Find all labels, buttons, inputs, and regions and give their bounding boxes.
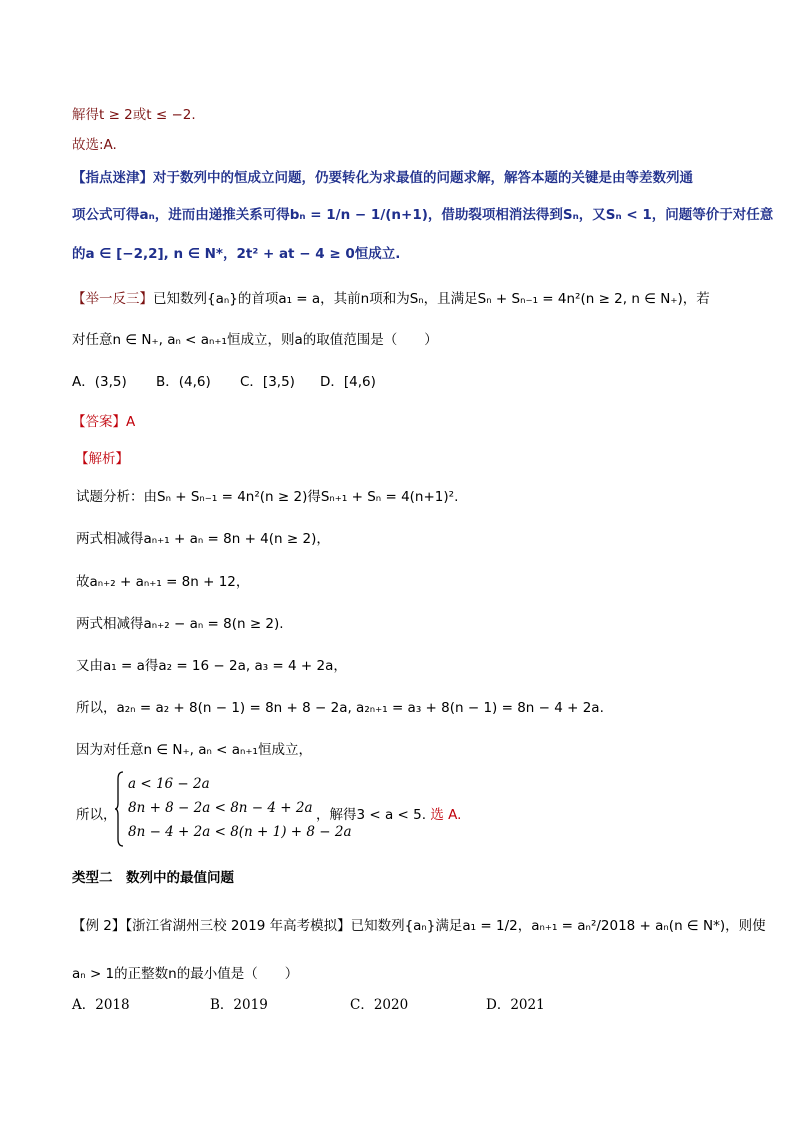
tip-paragraph-line-3: 的a ∈ [−2,2], n ∈ N*，2t² + at − 4 ≥ 0恒成立. (72, 246, 401, 262)
example2-options (72, 993, 545, 1013)
tip-paragraph-line-2: 项公式可得aₙ，进而由递推关系可得bₙ = 1/n − 1/(n+1)，借助裂项相消法得到Sₙ，又Sₙ < 1，问题等价于对任意 (72, 207, 774, 223)
system-pick: 选 A. (430, 807, 462, 823)
tip-paragraph-line-1 (72, 166, 693, 186)
option-a: A．(3,5) (72, 374, 127, 390)
system-result: ，解得3 < a < 5. (316, 807, 427, 823)
ex2-option-a: A．2018 (72, 997, 130, 1013)
system-inequality-3: 8n − 4 + 2a < 8(n + 1) + 8 − 2a (128, 824, 352, 840)
answer-tag: 【答案】 (72, 414, 126, 430)
example2-line-2: aₙ > 1的正整数n的最小值是（ ） (72, 966, 299, 982)
ex2-option-b: B．2019 (210, 997, 268, 1013)
ex2-option-d: D．2021 (486, 997, 545, 1013)
analysis-step-4: 两式相减得aₙ₊₂ − aₙ = 8(n ≥ 2). (76, 616, 284, 632)
left-brace-icon (114, 771, 124, 847)
ex2-option-c: C．2020 (350, 997, 409, 1013)
answer-value: A (126, 414, 136, 430)
solution-result-line: 解得t ≥ 2或t ≤ −2. (72, 107, 196, 123)
example-line-2: 对任意n ∈ N₊, aₙ < aₙ₊₁恒成立，则a的取值范围是（ ） (72, 332, 438, 348)
option-b: B．(4,6) (156, 374, 211, 390)
section-heading: 类型二 数列中的最值问题 (72, 870, 234, 886)
system-result-line (316, 803, 461, 823)
example-options (72, 370, 376, 390)
option-c: C．[3,5) (240, 374, 295, 390)
system-prefix: 所以， (76, 807, 117, 823)
analysis-step-6: 所以，a₂ₙ = a₂ + 8(n − 1) = 8n + 8 − 2a, a₂ₙ₊₁ = a₃ + 8(n − 1) = 8n − 4 + 2a. (76, 700, 604, 716)
tip-tag: 【指点迷津】 (72, 170, 153, 186)
example-text-1: 已知数列{aₙ}的首项a₁ = a，其前n项和为Sₙ，且满足Sₙ + Sₙ₋₁ = 4n²(n ≥ 2, n ∈ N₊)，若 (153, 291, 710, 307)
example-line-1 (72, 287, 710, 307)
analysis-step-3: 故aₙ₊₂ + aₙ₊₁ = 8n + 12， (76, 574, 250, 590)
option-d: D．[4,6) (320, 374, 376, 390)
tip-text-1: 对于数列中的恒成立问题，仍要转化为求最值的问题求解，解答本题的关键是由等差数列通 (153, 170, 693, 186)
answer-choice-line: 故选:A. (72, 137, 117, 153)
example-tag: 【举一反三】 (72, 291, 153, 307)
system-inequality-2: 8n + 8 − 2a < 8n − 4 + 2a (128, 800, 313, 816)
analysis-step-1: 试题分析：由Sₙ + Sₙ₋₁ = 4n²(n ≥ 2)得Sₙ₊₁ + Sₙ = 4(n+1)². (76, 489, 459, 505)
answer-line (72, 410, 135, 430)
analysis-tag: 【解析】 (75, 451, 129, 467)
analysis-step-5: 又由a₁ = a得a₂ = 16 − 2a, a₃ = 4 + 2a， (76, 658, 347, 674)
analysis-step-2: 两式相减得aₙ₊₁ + aₙ = 8n + 4(n ≥ 2)， (76, 531, 330, 547)
system-inequality-1: a < 16 − 2a (128, 776, 210, 792)
example2-line-1: 【例 2】【浙江省湖州三校 2019 年高考模拟】已知数列{aₙ}满足a₁ = 1/2，aₙ₊₁ = aₙ²/2018 + aₙ(n ∈ N*)，则使 (72, 918, 766, 934)
analysis-step-7: 因为对任意n ∈ N₊, aₙ < aₙ₊₁恒成立， (76, 742, 312, 758)
